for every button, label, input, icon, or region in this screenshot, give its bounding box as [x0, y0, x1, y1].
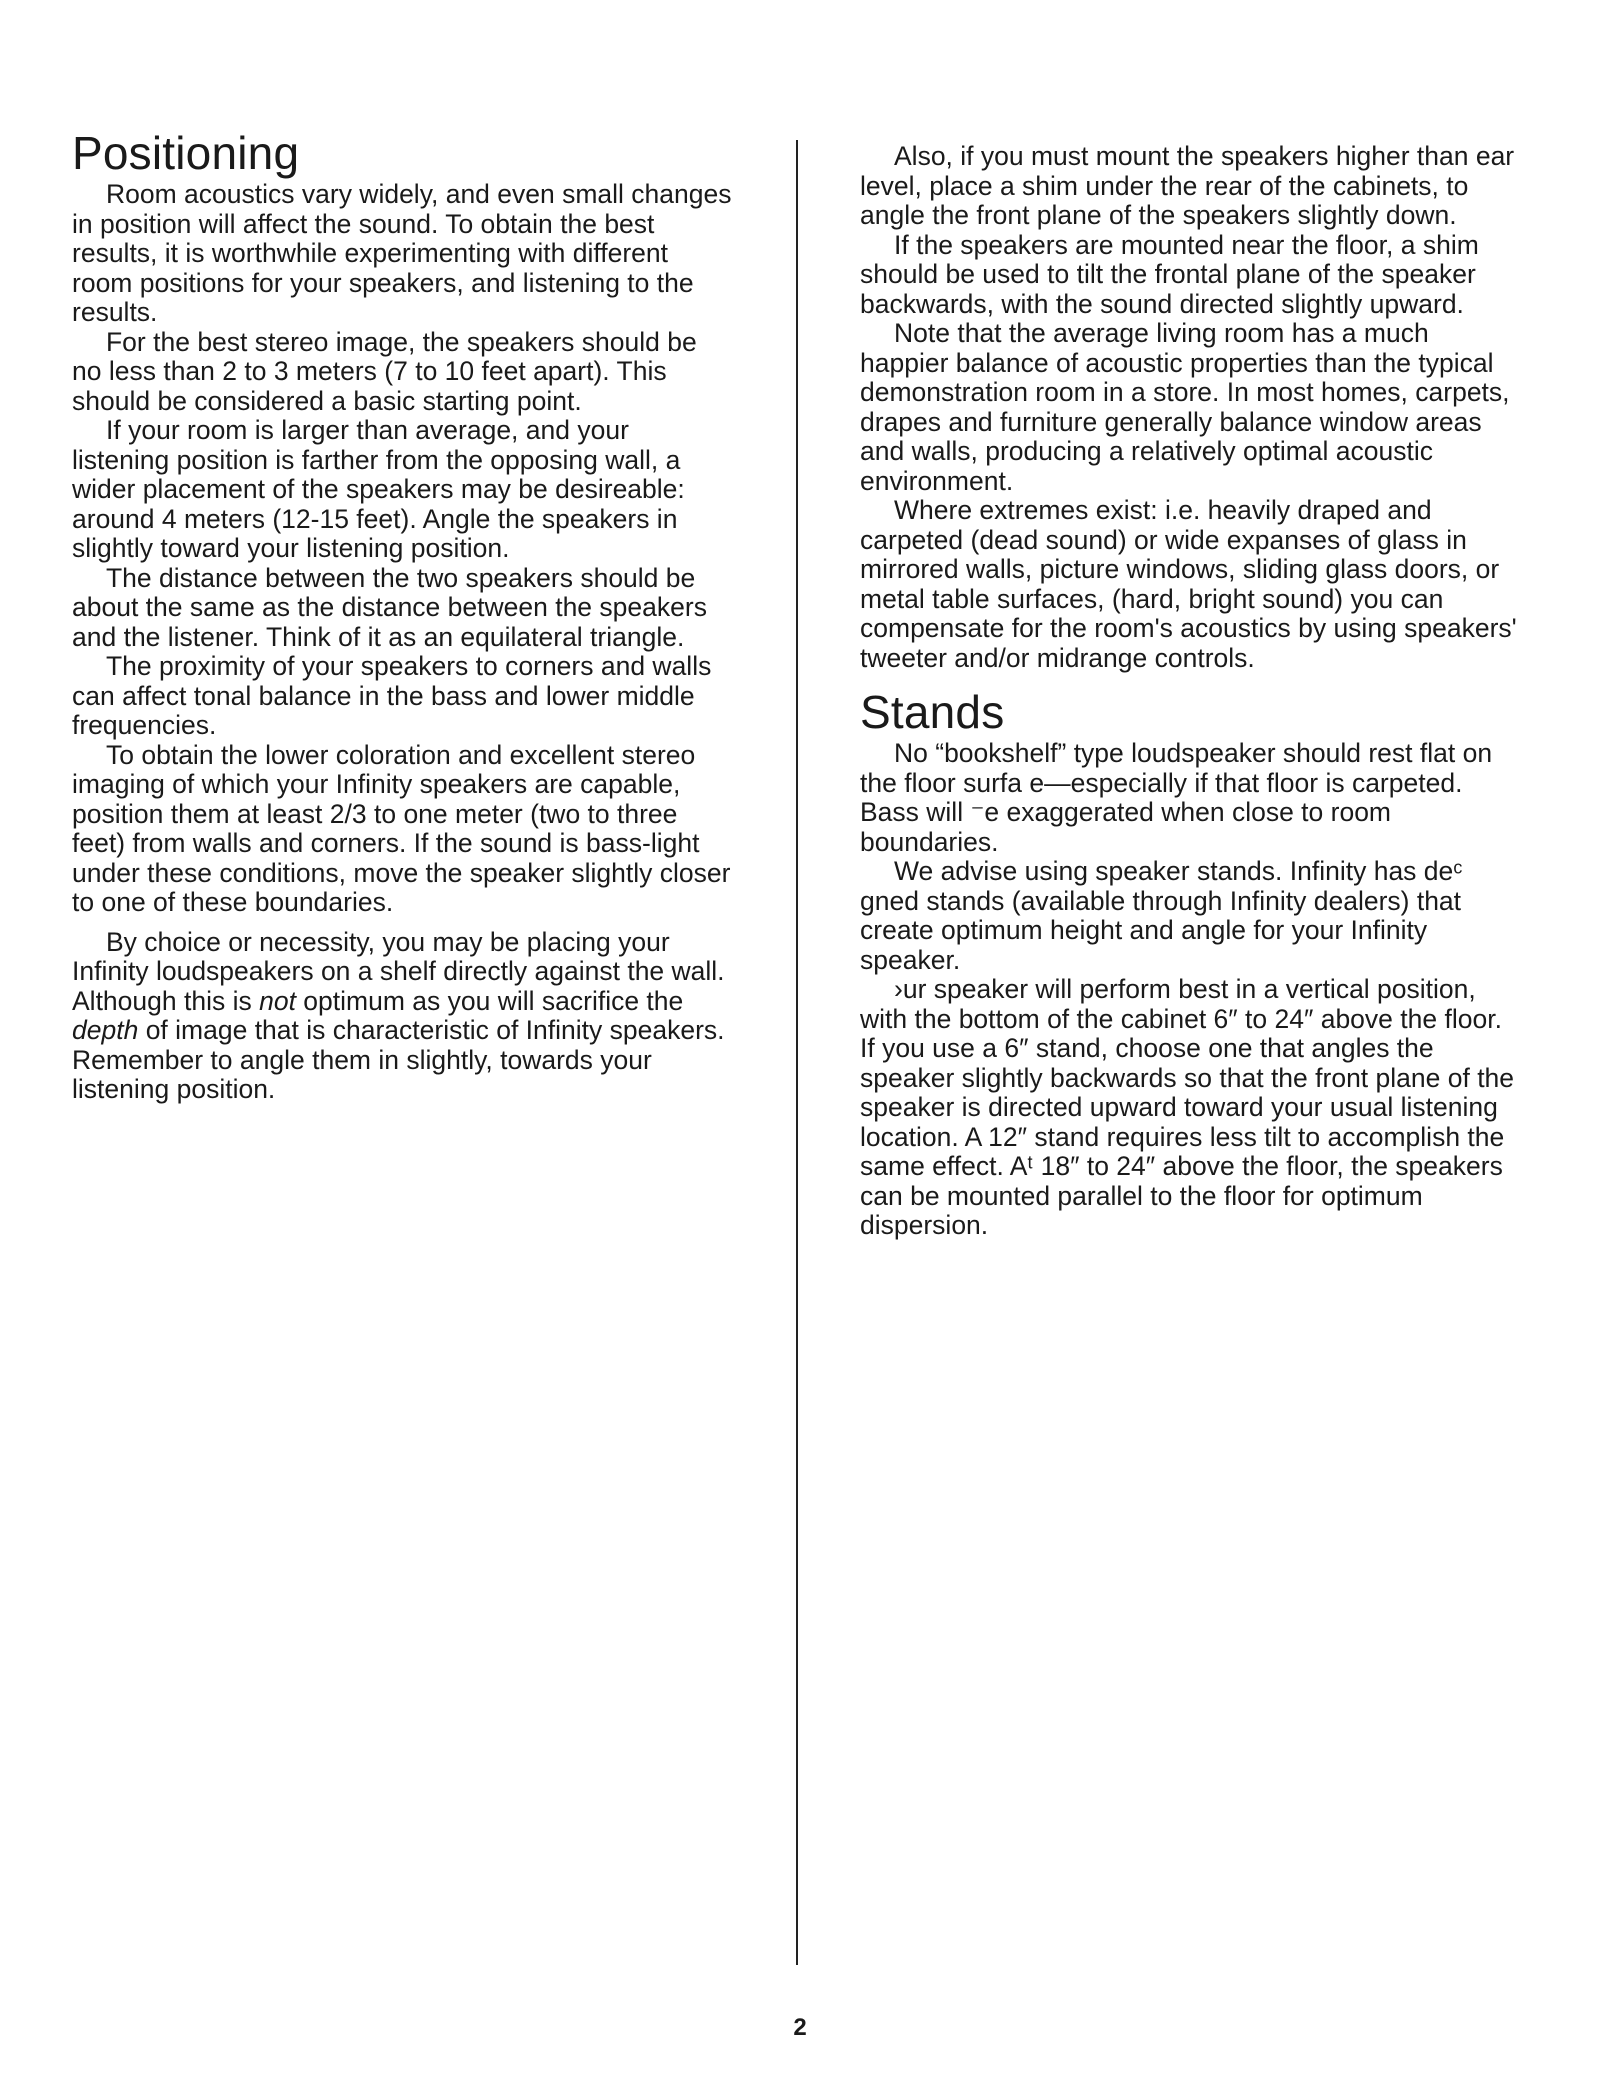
right-column: [860, 142, 1520, 1241]
shelf-text-part: optimum as you will sacrifice the: [295, 985, 684, 1016]
shelf-emphasis-not: not: [259, 985, 296, 1016]
mounting-paragraph: Also, if you must mount the speakers higher than ear level, place a shim under the rear of the cabinets, to angle the front plane of the speakers slightly down.: [860, 141, 1515, 230]
positioning-paragraph: Room acoustics vary widely, and even small changes in position will affect the sound. To obtain the best results, it is worthwhile experimenting with different room positions for your speakers, and listening to the results.: [72, 179, 732, 327]
positioning-paragraph: For the best stereo image, the speakers should be no less than 2 to 3 meters (7 to 10 feet apart). This should be considered a basic starting point.: [72, 326, 697, 416]
acoustics-paragraph: Note that the average living room has a much happier balance of acoustic properties than the typical demonstration room in a store. In most homes, carpets, drapes and furniture generally balance window areas and walls, producing a relatively optimal acoustic environment.: [860, 318, 1510, 496]
left-column: [72, 128, 732, 1105]
stands-paragraph: ›ur speaker will perform best in a vertical position, with the bottom of the cabinet 6″ to 24″ above the floor. If you use a 6″ stand, choose one that angles the speaker slightly backwards so that the front plane of the speaker is directed upward toward your usual listening location. A 12″ stand requires less tilt to accomplish the same effect. Aᵗ 18″ to 24″ above the floor, the speakers can be mounted parallel to the floor for optimum dispersion.: [860, 974, 1515, 1240]
stands-paragraph: We advise using speaker stands. Infinity has deᶜ gned stands (available through Infinity dealers) that create optimum height and angle for your Infinity speaker.: [860, 856, 1463, 975]
stands-heading: Stands: [860, 686, 1005, 738]
positioning-paragraph: The distance between the two speakers should be about the same as the distance between the speakers and the listener. Think of it as an equilateral triangle.: [72, 562, 707, 652]
positioning-paragraph: The proximity of your speakers to corners and walls can affect tonal balance in the bass and lower middle frequencies.: [72, 651, 712, 740]
shelf-text-part: of image that is characteristic of Infinity speakers. Remember to angle them in slightly, towards your listening position.: [72, 1015, 725, 1104]
positioning-paragraph: To obtain the lower coloration and excellent stereo imaging of which your Infinity speakers are capable, position them at least 2/3 to one meter (two to three feet) from walls and corners. If the sound is bass-light under these conditions, move the speaker slightly closer to one of these boundaries.: [72, 739, 731, 917]
shelf-emphasis-depth: depth: [72, 1015, 139, 1045]
column-divider: [796, 140, 798, 1965]
page-number: 2: [793, 2014, 807, 2041]
shelf-paragraph: [72, 928, 732, 1105]
stands-paragraph: No “bookshelf” type loudspeaker should rest flat on the floor surfa e—especially if that floor is carpeted. Bass will ⁻e exaggerated when close to room boundaries.: [860, 738, 1493, 857]
positioning-paragraph: If your room is larger than average, and your listening position is farther from the opposing wall, a wider placement of the speakers may be desireable: around 4 meters (12-15 feet). Angle the speakers in slightly toward your listening position.: [72, 415, 685, 563]
shelf-text-part: By choice or necessity, you may be placing your Infinity loudspeakers on a shelf directly against the wall. Although this is: [72, 926, 725, 1016]
acoustics-paragraph: Where extremes exist: i.e. heavily draped and carpeted (dead sound) or wide expanses of glass in mirrored walls, picture windows, sliding glass doors, or metal table surfaces, (hard, bright sound) you can compensate for the room's acoustics by using speakers' tweeter and/or midrange controls.: [860, 495, 1517, 673]
positioning-heading: Positioning: [72, 127, 300, 179]
mounting-paragraph: If the speakers are mounted near the floor, a shim should be used to tilt the frontal plane of the speaker backwards, with the sound directed slightly upward.: [860, 229, 1479, 319]
